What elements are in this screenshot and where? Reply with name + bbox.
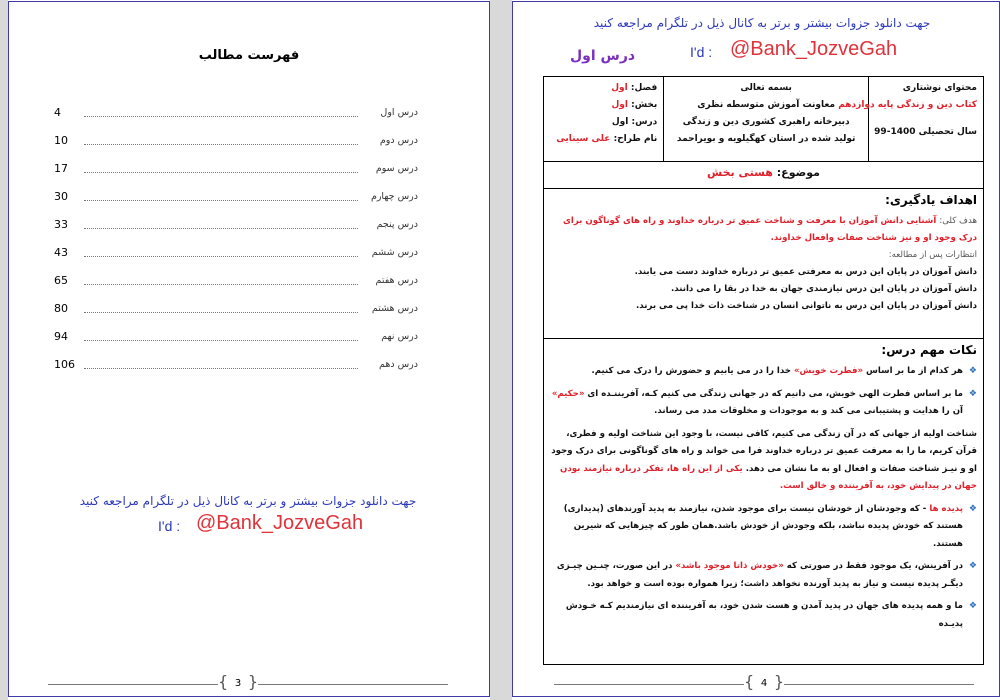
point-text: خدا را در می یابیم و حضورش را درک می کنیم. bbox=[591, 366, 791, 376]
point-text: آن را هدایت و پشتیبانی می کند و به موجودات و مخلوقات مدد می رساند. bbox=[654, 406, 963, 416]
page-number-left: { 3 } bbox=[218, 674, 258, 694]
toc-page-number: 94 bbox=[54, 330, 68, 343]
key-point bbox=[550, 386, 977, 421]
toc-page-number: 80 bbox=[54, 302, 68, 315]
learning-goals bbox=[544, 189, 983, 339]
expectations-label: انتظارات پس از مطالعه: bbox=[888, 250, 977, 260]
toc-dots bbox=[84, 368, 358, 369]
toc-row[interactable] bbox=[54, 106, 418, 124]
toc-page-number: 33 bbox=[54, 218, 68, 231]
page-number-right: { 4 } bbox=[744, 674, 784, 694]
goal-main bbox=[550, 213, 977, 247]
lesson-label: درس: bbox=[631, 117, 658, 127]
toc-label: درس نهم bbox=[381, 331, 418, 342]
point-text: ما بر اساس فطرت الهی خویش، می دانیم که در جهانی زندگی می کنیم کـه، آفریننـده ای bbox=[587, 388, 963, 399]
toc-dots bbox=[84, 116, 358, 117]
id-label-left: I'd : bbox=[158, 518, 181, 534]
designer-label: نام طراح: bbox=[613, 134, 658, 144]
toc-row[interactable] bbox=[54, 190, 418, 208]
header-cell-details bbox=[544, 77, 663, 161]
footer-rule-right bbox=[554, 684, 744, 685]
page-left bbox=[8, 0, 490, 700]
toc-dots bbox=[84, 256, 358, 257]
point-text: هر کدام از ما بر اساس bbox=[866, 366, 963, 376]
expectation-item: دانش آموزان در پایان این درس به معرفتی عمیق تر درباره خداوند دست می یابند. bbox=[634, 267, 977, 277]
point-text: شناخت اولیه از جهانی که در آن زندگی می کنیم، کافی نیست، با وجود این شناخت اولیه و فطری، قرآن کریم، ما را به معرفت عمیق تر درباره خداوند فرا می خواند و راه های گوناگونی برای درک وجود او و نیـز شناخت صفات و افعال او به ما نشان می دهد. bbox=[551, 428, 977, 474]
promo-text-right: جهت دانلود جزوات بیشتر و برتر به کانال ذیل در تلگرام مراجعه کنید bbox=[593, 16, 931, 30]
toc-label: درس اول bbox=[380, 107, 418, 118]
toc-label: درس دهم bbox=[379, 359, 418, 370]
toc-label: درس هفتم bbox=[375, 275, 418, 286]
points-title: نکات مهم درس: bbox=[881, 343, 977, 357]
bullet-diamond-icon: ❖ bbox=[968, 503, 977, 514]
toc-page-number: 4 bbox=[54, 106, 61, 119]
lesson-value: اول bbox=[611, 117, 629, 127]
lesson-tag: درس اول bbox=[570, 48, 636, 64]
goal-main-text: آشنایی دانش آموزان با معرفت و شناخت عمیق تر درباره خداوند و راه های گوناگون برای درک وجود او و نیز شناخت صفات وافعال خداوند. bbox=[563, 216, 977, 243]
chapter-label: فصل: bbox=[630, 83, 658, 93]
header-cell-content bbox=[838, 77, 983, 161]
footer-rule-left bbox=[258, 684, 448, 685]
basmala: بسمه تعالی bbox=[740, 83, 792, 93]
expectation-item: دانش آموزان در پایان این درس نیازمندی جهان به خدا در بقا را می دانند. bbox=[671, 284, 977, 294]
key-point bbox=[550, 558, 977, 593]
toc-row[interactable] bbox=[54, 134, 418, 152]
toc-label: درس ششم bbox=[371, 247, 418, 258]
content-title: محتوای نوشتاری bbox=[902, 83, 977, 93]
toc-page-number: 65 bbox=[54, 274, 68, 287]
bullet-diamond-icon: ❖ bbox=[968, 366, 977, 376]
header-cell-organization bbox=[663, 77, 868, 161]
bullet-diamond-icon: ❖ bbox=[968, 561, 977, 571]
toc-row[interactable] bbox=[54, 302, 418, 320]
goal-main-label: هدف کلی: bbox=[939, 216, 977, 226]
key-points bbox=[544, 339, 983, 664]
promo-text-left: جهت دانلود جزوات بیشتر و برتر به کانال ذیل در تلگرام مراجعه کنید bbox=[79, 494, 417, 508]
toc-label: درس هشتم bbox=[371, 303, 418, 314]
toc-label: درس دوم bbox=[379, 135, 418, 146]
toc-dots bbox=[84, 172, 358, 173]
point-highlight: یکی از این راه ها، تفکر درباره نیازمند بودن جهان در پیدایش خود، به آفریننده و خالق است. bbox=[560, 463, 977, 491]
toc-dots bbox=[84, 228, 358, 229]
toc-row[interactable] bbox=[54, 274, 418, 292]
point-text: در آفرینش، یک موجود فقط در صورتی که bbox=[786, 561, 963, 571]
section-value: اول bbox=[611, 100, 628, 110]
point-highlight: «حکیم» bbox=[551, 388, 585, 399]
designer-value: علی سینایی bbox=[556, 134, 611, 144]
expectation-item: دانش آموزان در پایان این درس به ناتوانی انسان در شناخت ذات خدا پی می برند. bbox=[636, 301, 977, 311]
topic-value: هستی بخش bbox=[707, 166, 773, 179]
topic-label: موضوع: bbox=[776, 166, 820, 179]
toc-dots bbox=[84, 284, 358, 285]
key-point bbox=[550, 598, 977, 633]
organization-line: تولید شده در استان کهگیلویه و بویراحمد bbox=[676, 134, 856, 144]
toc-row[interactable] bbox=[54, 162, 418, 180]
toc-page-number: 106 bbox=[54, 358, 75, 371]
point-text: در این صورت، چنـین چیـزی دیگـر پدیده نیست و نیاز به پدید آورنده نخواهد داشت؛ زیرا همواره بوده است و خواهد بود. bbox=[556, 561, 963, 589]
toc-title: فهرست مطالب bbox=[198, 48, 300, 63]
point-highlight: پدیده ها bbox=[929, 503, 963, 514]
point-text: ما و همه پدیده های جهان در پدید آمدن و هست شدن خود، به آفریننده ای نیازمندیم کـه خـودش پدیـده bbox=[565, 601, 963, 629]
footer-rule-left bbox=[48, 684, 218, 685]
toc-label: درس پنجم bbox=[376, 219, 418, 230]
goals-title: اهداف یادگیری: bbox=[885, 193, 977, 207]
point-highlight: «فطرت خویش» bbox=[794, 366, 864, 376]
key-point bbox=[550, 501, 977, 554]
bullet-diamond-icon: ❖ bbox=[968, 388, 977, 399]
toc-dots bbox=[84, 312, 358, 313]
toc-dots bbox=[84, 200, 358, 201]
point-text: - که وجودشان از خودشان نیست برای موجود شدن، نیازمند به پدید آورندهای (پدیداری) هستند که خودش پدیده نباشد، بلکه وجودش از خودش باشد.همان طور که چیزهایی که شیرین هستند. bbox=[563, 503, 963, 549]
chapter-value: اول bbox=[611, 83, 628, 93]
toc-label: درس سوم bbox=[375, 163, 418, 174]
channel-handle-left[interactable]: @Bank_JozveGah bbox=[196, 512, 364, 534]
toc-dots bbox=[84, 340, 358, 341]
toc-dots bbox=[84, 144, 358, 145]
organization-line: دبیرخانه راهبری کشوری دین و زندگی bbox=[682, 117, 850, 127]
toc-page-number: 10 bbox=[54, 134, 68, 147]
toc-row[interactable] bbox=[54, 330, 418, 348]
footer-rule-right bbox=[784, 684, 974, 685]
bullet-diamond-icon: ❖ bbox=[968, 601, 977, 611]
channel-handle-right[interactable]: @Bank_JozveGah bbox=[730, 38, 898, 60]
id-label-right: I'd : bbox=[690, 44, 713, 60]
toc-row[interactable] bbox=[54, 246, 418, 264]
point-highlight: «خودش ذاتا موجود باشد» bbox=[675, 561, 784, 571]
page-right bbox=[512, 0, 1000, 700]
key-point bbox=[550, 426, 977, 496]
expectations-label-line bbox=[550, 247, 977, 264]
toc-label: درس چهارم bbox=[370, 191, 418, 202]
lesson-plan-table bbox=[543, 76, 984, 665]
key-point bbox=[550, 363, 977, 381]
toc-page-number: 30 bbox=[54, 190, 68, 203]
topic-row bbox=[544, 162, 983, 189]
header-row bbox=[544, 77, 983, 162]
organization-line: معاونت آموزش متوسطه نظری bbox=[697, 100, 836, 110]
toc-page-number: 17 bbox=[54, 162, 68, 175]
toc-page-number: 43 bbox=[54, 246, 68, 259]
section-label: بخش: bbox=[631, 100, 658, 110]
book-title: کتاب دین و زندگی پایه دوازدهم bbox=[838, 100, 977, 110]
toc-row[interactable] bbox=[54, 218, 418, 236]
academic-year: سال تحصیلی 1400-99 bbox=[874, 127, 977, 137]
toc-row[interactable] bbox=[54, 358, 418, 376]
